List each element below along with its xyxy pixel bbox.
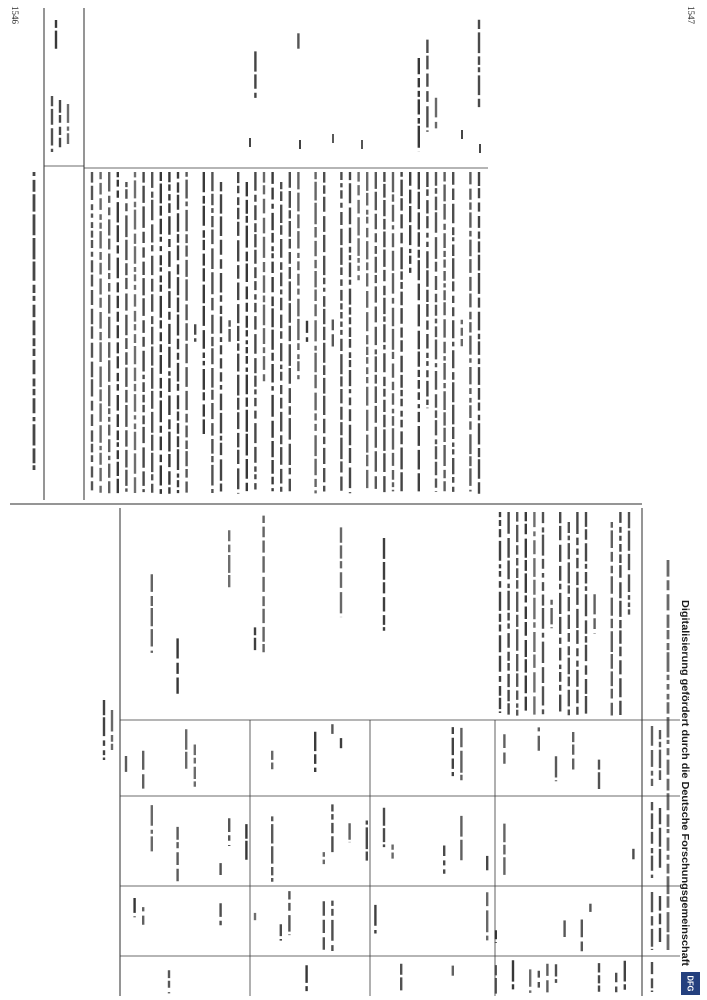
page-number-left: 1546 xyxy=(10,6,20,24)
dfg-logo xyxy=(681,972,700,995)
dfg-logo-text: DFG xyxy=(685,975,695,993)
digitization-watermark: Digitalisierung gefördert durch die Deutsche Forschungsgemeinschaft xyxy=(679,600,691,953)
page-number-right: 1547 xyxy=(686,6,696,24)
